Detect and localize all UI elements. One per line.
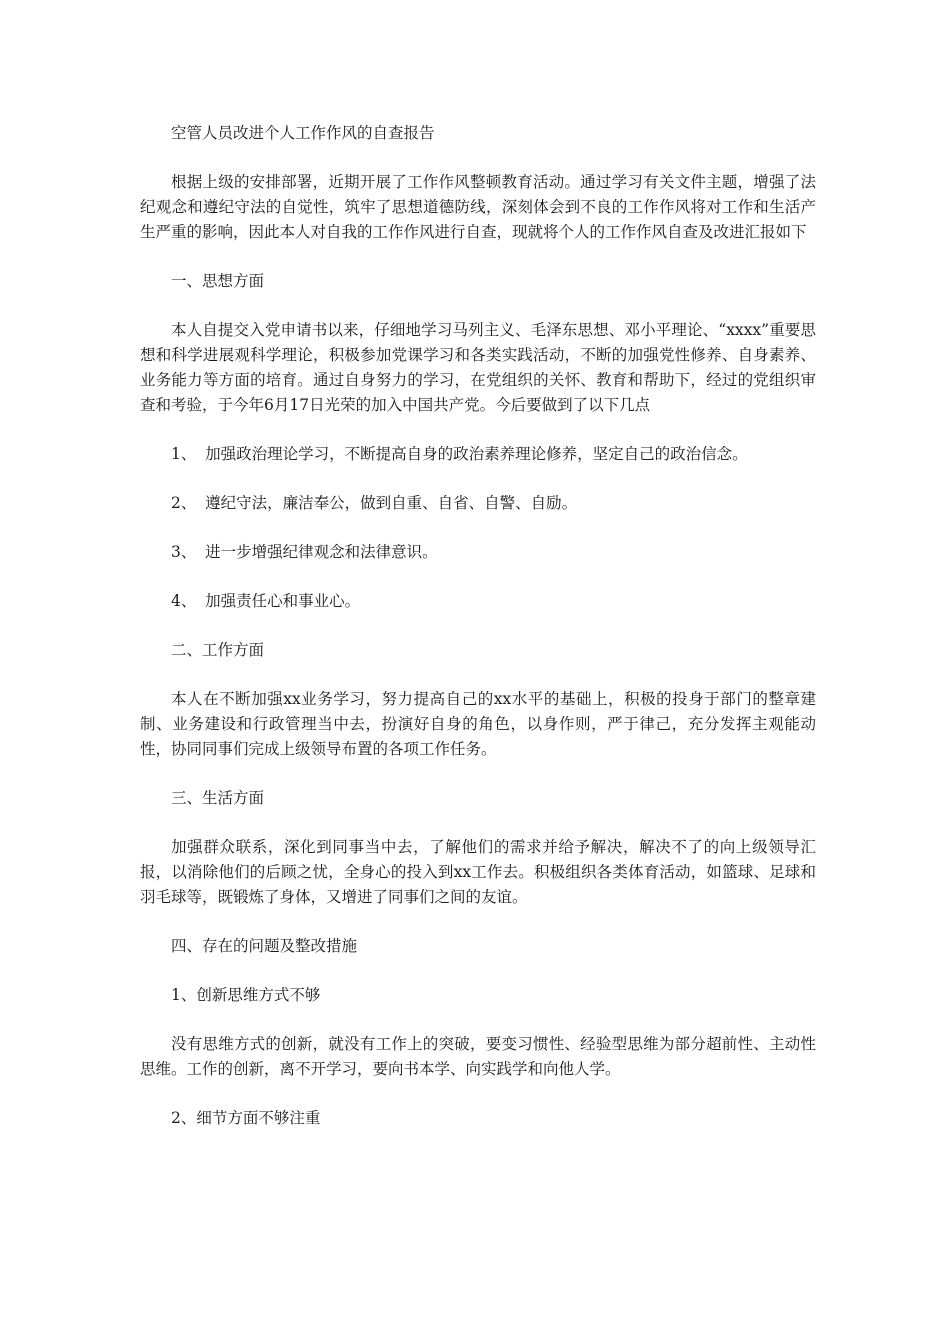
list-item-text: 加强政治理论学习，不断提高自身的政治素养理论修养，坚定自己的政治信念。 bbox=[205, 445, 748, 463]
list-item bbox=[140, 491, 816, 516]
intro-paragraph: 根据上级的安排部署，近期开展了工作作风整顿教育活动。通过学习有关文件主题，增强了法纪观念和遵纪守法的自觉性，筑牢了思想道德防线，深刻体会到不良的工作作风将对工作和生活产生严重的影响，因此本人对自我的工作作风进行自查，现就将个人的工作作风自查及改进汇报如下 bbox=[140, 173, 816, 241]
list-item-text: 遵纪守法，廉洁奉公，做到自重、自省、自警、自励。 bbox=[205, 494, 578, 512]
list-item-text: 进一步增强纪律观念和法律意识。 bbox=[205, 543, 438, 561]
subsection-heading-innovation: 1、创新思维方式不够 bbox=[171, 986, 321, 1004]
section-body-work: 本人在不断加强xx业务学习，努力提高自己的xx水平的基础上，积极的投身于部门的整章建制、业务建设和行政管理当中去，扮演好自身的角色，以身作则，严于律己，充分发挥主观能动性，协同同事们完成上级领导布置的各项工作任务。 bbox=[140, 690, 816, 758]
list-item bbox=[140, 442, 816, 467]
subsection-heading-details: 2、细节方面不够注重 bbox=[171, 1109, 321, 1127]
list-item-number: 2、 bbox=[171, 494, 197, 512]
list-item-number: 3、 bbox=[171, 543, 197, 561]
list-item-text: 加强责任心和事业心。 bbox=[205, 592, 361, 610]
list-item bbox=[140, 589, 816, 614]
list-item bbox=[140, 540, 816, 565]
section-body-life: 加强群众联系，深化到同事当中去，了解他们的需求并给予解决，解决不了的向上级领导汇报，以消除他们的后顾之忧，全身心的投入到xx工作去。积极组织各类体育活动，如篮球、足球和羽毛球等，既锻炼了身体，又增进了同事们之间的友谊。 bbox=[140, 838, 816, 906]
section-heading-work: 二、工作方面 bbox=[171, 641, 265, 659]
document-body bbox=[140, 121, 816, 1155]
section-heading-life: 三、生活方面 bbox=[171, 789, 265, 807]
list-item-number: 1、 bbox=[171, 445, 197, 463]
section-heading-problems: 四、存在的问题及整改措施 bbox=[171, 937, 358, 955]
section-heading-thought: 一、思想方面 bbox=[171, 272, 265, 290]
section-body-thought: 本人自提交入党申请书以来，仔细地学习马列主义、毛泽东思想、邓小平理论、“xxxx”重要思想和科学进展观科学理论，积极参加党课学习和各类实践活动，不断的加强党性修养、自身素养、业务能力等方面的培育。通过自身努力的学习，在党组织的关怀、教育和帮助下，经过的党组织审查和考验，于今年6月17日光荣的加入中国共产党。今后要做到了以下几点 bbox=[140, 321, 816, 414]
subsection-body-innovation: 没有思维方式的创新，就没有工作上的突破，要变习惯性、经验型思维为部分超前性、主动性思维。工作的创新，离不开学习，要向书本学、向实践学和向他人学。 bbox=[140, 1035, 816, 1078]
document-title: 空管人员改进个人工作作风的自查报告 bbox=[171, 124, 435, 142]
list-item-number: 4、 bbox=[171, 592, 197, 610]
